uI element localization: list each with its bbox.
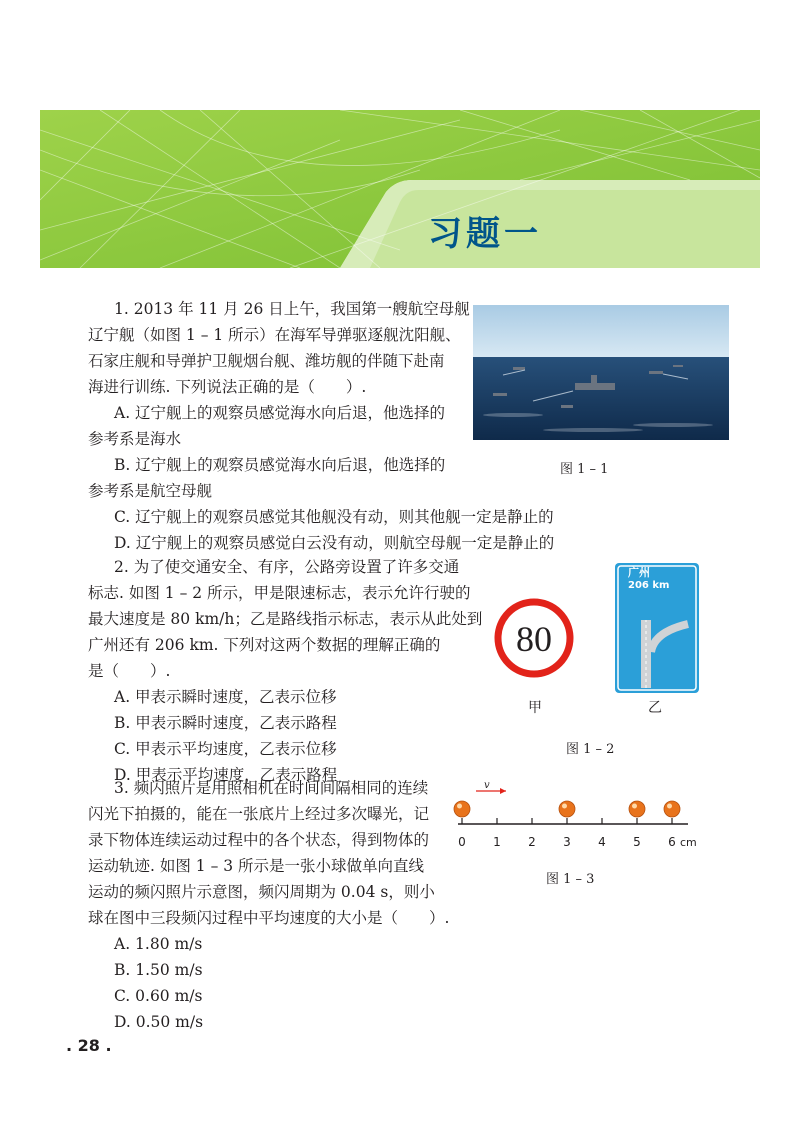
figure-1-1-caption: 图 1 – 1 [560, 462, 609, 477]
q2-option-c: C. 甲表示平均速度，乙表示位移 [114, 740, 337, 758]
q3-option-d: D. 0.50 m/s [114, 1013, 204, 1031]
q2-line-5: 是（ ）. [88, 662, 171, 680]
q3-line-1: 3. 频闪照片是用照相机在时间间隔相同的连续 [114, 779, 429, 797]
speed-limit-sign [494, 598, 574, 682]
ruler-tick-label: 6 [668, 835, 676, 849]
strobe-ball-highlight [632, 804, 637, 809]
q3-line-4: 运动轨迹. 如图 1 – 3 所示是一张小球做单向直线 [88, 857, 425, 875]
q3-line-6: 球在图中三段频闪过程中平均速度的大小是（ ）. [88, 909, 450, 927]
label-jia: 甲 [528, 700, 542, 716]
page-number: . 28 . [66, 1036, 112, 1055]
q3-option-a: A. 1.80 m/s [114, 935, 203, 953]
q1-line-4: 海进行训练. 下列说法正确的是（ ）. [88, 378, 367, 396]
q2-line-1: 2. 为了使交通安全、有序，公路旁设置了许多交通 [114, 558, 460, 576]
q2-option-b: B. 甲表示瞬时速度，乙表示路程 [114, 714, 337, 732]
strobe-ball [454, 801, 470, 817]
ruler-tick-label: 4 [598, 835, 606, 849]
q2-line-2: 标志. 如图 1 – 2 所示，甲是限速标志，表示允许行驶的 [88, 584, 471, 602]
q1-line-3: 石家庄舰和导弹护卫舰烟台舰、潍坊舰的伴随下赴南 [88, 352, 445, 370]
strobe-ball-highlight [667, 804, 672, 809]
ruler-unit: cm [680, 836, 697, 849]
ruler-tick-label: 1 [493, 835, 501, 849]
carrier-photo [473, 305, 729, 444]
q1-line-1: 1. 2013 年 11 月 26 日上午，我国第一艘航空母舰 [114, 300, 470, 318]
strobe-ball-highlight [562, 804, 567, 809]
figure-1-3-caption: 图 1 – 3 [546, 872, 595, 887]
q1-option-c: C. 辽宁舰上的观察员感觉其他舰没有动，则其他舰一定是静止的 [114, 508, 554, 526]
q3-line-2: 闪光下拍摄的，能在一张底片上经过多次曝光，记 [88, 805, 430, 823]
ruler-tick-label: 5 [633, 835, 641, 849]
q1-option-a-cont: 参考系是海水 [88, 430, 182, 448]
q3-option-b: B. 1.50 m/s [114, 961, 203, 979]
q1-line-2: 辽宁舰（如图 1 – 1 所示）在海军导弹驱逐舰沈阳舰、 [88, 326, 461, 344]
banner-graphic [40, 110, 760, 268]
q1-option-a: A. 辽宁舰上的观察员感觉海水向后退，他选择的 [114, 404, 446, 422]
q2-option-d: D. 甲表示平均速度，乙表示路程 [114, 766, 338, 784]
strobe-diagram [448, 778, 718, 862]
direction-sign [614, 562, 700, 698]
speed-limit-value: 80 [516, 619, 552, 659]
strobe-ball [664, 801, 680, 817]
ruler-tick-label: 3 [563, 835, 571, 849]
strobe-ball-highlight [457, 804, 462, 809]
q3-line-5: 运动的频闪照片示意图，频闪周期为 0.04 s，则小 [88, 883, 435, 901]
q1-option-d: D. 辽宁舰上的观察员感觉白云没有动，则航空母舰一定是静止的 [114, 534, 555, 552]
q3-line-3: 录下物体连续运动过程中的各个状态，得到物体的 [88, 831, 430, 849]
ruler-tick-label: 2 [528, 835, 536, 849]
velocity-label: v [484, 780, 490, 791]
q1-option-b-cont: 参考系是航空母舰 [88, 482, 213, 500]
q3-option-c: C. 0.60 m/s [114, 987, 203, 1005]
chapter-banner [40, 110, 760, 268]
q2-option-a: A. 甲表示瞬时速度，乙表示位移 [114, 688, 337, 706]
velocity-arrowhead [500, 788, 506, 794]
q2-line-4: 广州还有 206 km. 下列对这两个数据的理解正确的 [88, 636, 441, 654]
sign-distance: 206 km [628, 580, 670, 591]
strobe-ball [559, 801, 575, 817]
q2-line-3: 最大速度是 80 km/h；乙是路线指示标志，表示从此处到 [88, 610, 483, 628]
figure-1-2-caption: 图 1 – 2 [566, 742, 615, 757]
label-yi: 乙 [648, 700, 662, 716]
ruler-tick-label: 0 [458, 835, 466, 849]
exercise-title: 习题一 [428, 214, 542, 254]
q1-option-b: B. 辽宁舰上的观察员感觉海水向后退，他选择的 [114, 456, 446, 474]
sign-city: 广州 [628, 566, 650, 579]
strobe-ball [629, 801, 645, 817]
